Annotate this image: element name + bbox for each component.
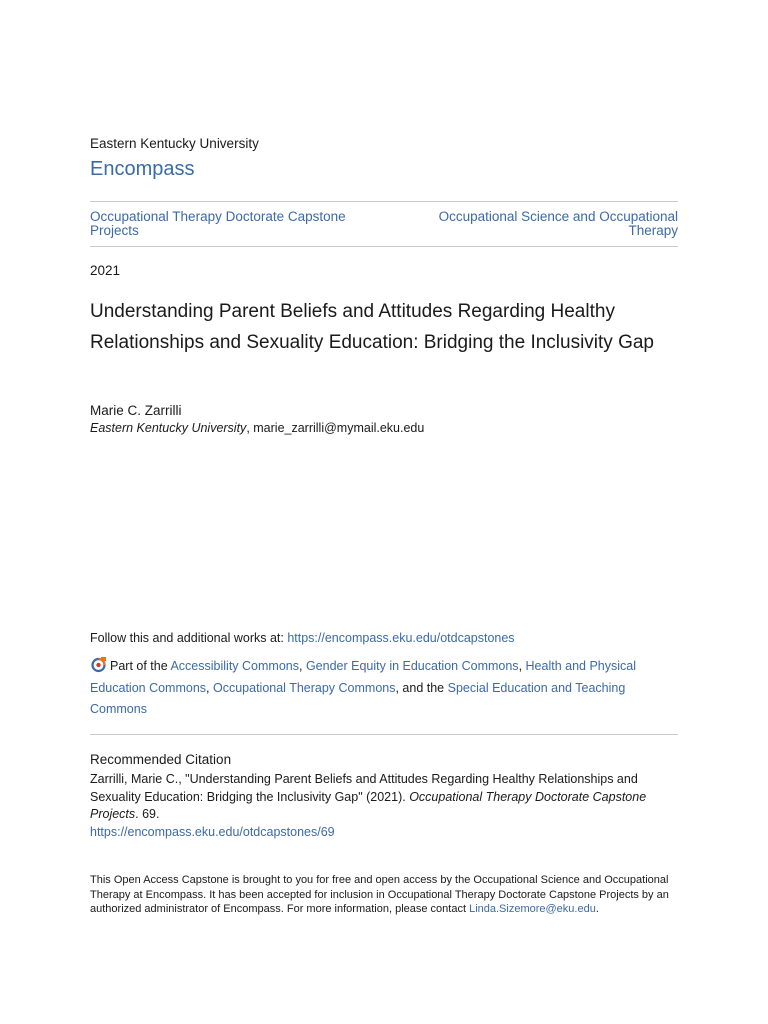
commons-link-accessibility[interactable]: Accessibility Commons — [170, 659, 299, 673]
follow-line — [90, 631, 515, 645]
follow-label: Follow this and additional works at: — [90, 631, 288, 645]
repository-link[interactable]: Encompass — [90, 158, 195, 180]
follow-url-link[interactable]: https://encompass.eku.edu/otdcapstones — [287, 631, 515, 645]
affiliation-institution: Eastern Kentucky University — [90, 421, 247, 435]
document-title: Understanding Parent Beliefs and Attitudes Regarding Healthy Relationships and Sexuality Education: Bridging the Inclusivity Gap — [90, 301, 654, 353]
commons-link-gender-equity[interactable]: Gender Equity in Education Commons — [305, 659, 519, 673]
citation-body — [90, 771, 678, 841]
series-row — [90, 210, 678, 238]
commons-and-the: , and the — [395, 680, 448, 695]
commons-link-occupational-therapy[interactable]: Occupational Therapy Commons — [212, 680, 396, 695]
part-of-label: Part of the — [110, 659, 171, 673]
institution-name: Eastern Kentucky University — [90, 136, 259, 151]
citation-series: Occupational Therapy Doctorate Capstone Projects — [90, 789, 647, 821]
commons-link-health-physical[interactable]: Health and Physical Education Commons — [90, 659, 636, 695]
open-access-icon — [90, 656, 107, 673]
access-statement — [90, 873, 678, 917]
citation-number: . 69. — [135, 807, 160, 821]
commons-link-special-education[interactable]: Special Education and Teaching Commons — [90, 680, 626, 716]
series-link-capstone[interactable]: Occupational Therapy Doctorate Capstone Projects — [90, 209, 346, 238]
citation-heading: Recommended Citation — [90, 752, 232, 767]
author-email: , marie_zarrilli@mymail.eku.edu — [246, 421, 425, 435]
author-name: Marie C. Zarrilli — [90, 403, 182, 418]
series-link-department[interactable]: Occupational Science and Occupational Therapy — [438, 209, 678, 238]
series-divider — [90, 246, 678, 247]
commons-separator: , — [298, 659, 306, 673]
contact-email-link[interactable]: Linda.Sizemore@eku.edu — [469, 903, 596, 915]
author-affiliation — [90, 421, 424, 435]
publication-year: 2021 — [90, 263, 121, 278]
part-of-commons — [90, 656, 678, 721]
citation-text: Zarrilli, Marie C., "Understanding Parent Beliefs and Attitudes Regarding Healthy Relationships and Sexuality Education: Bridging the Inclusivity Gap" (2021). — [90, 772, 638, 804]
access-statement-end: . — [595, 903, 599, 915]
access-statement-text: This Open Access Capstone is brought to you for free and open access by the Occupational Science and Occupational Therapy at Encompass. It has been accepted for inclusion in Occupational Therapy Doctorate Capstone Projects by an authorized administrator of Encompass. For more information, please contact — [90, 874, 669, 915]
commons-separator: , — [206, 680, 213, 695]
citation-url-link[interactable]: https://encompass.eku.edu/otdcapstones/69 — [90, 824, 335, 839]
top-divider — [90, 201, 678, 202]
citation-divider — [90, 734, 678, 735]
commons-separator: , — [518, 659, 526, 673]
